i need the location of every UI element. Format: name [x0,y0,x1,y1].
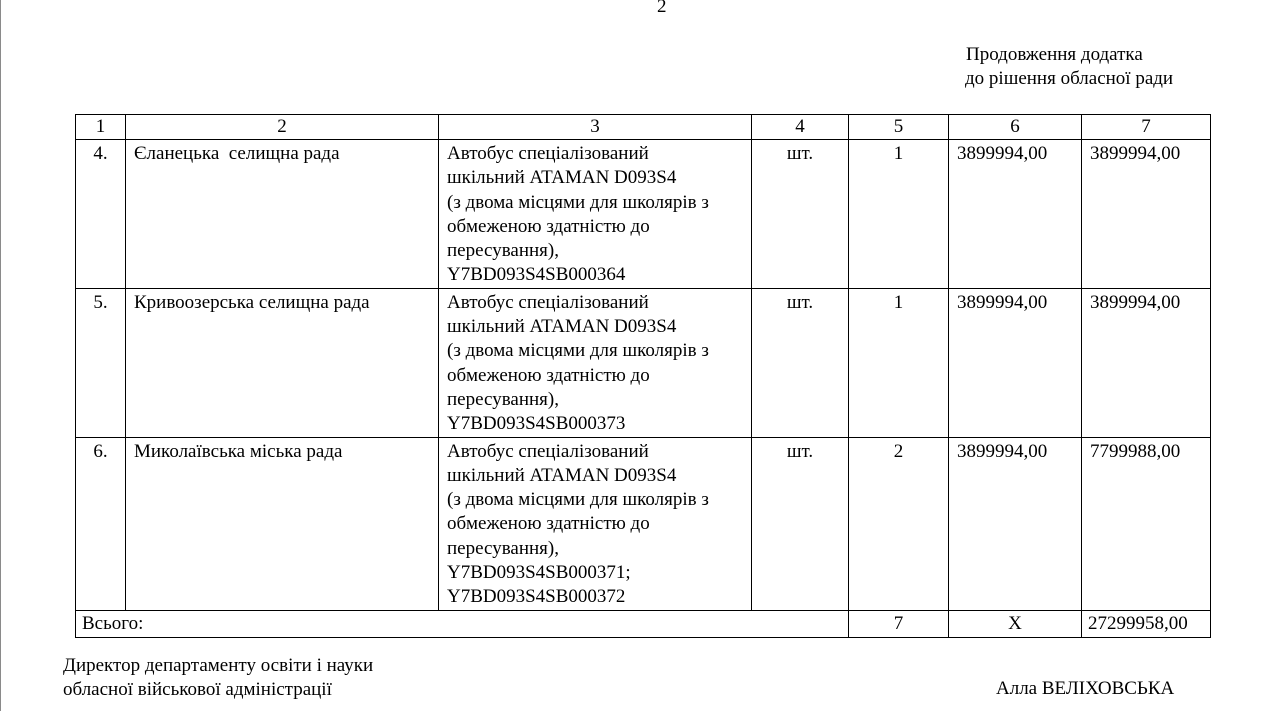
unit-cell: шт. [752,140,849,289]
header-cell: 5 [849,115,949,140]
header-cell: 3 [439,115,752,140]
total-cell: 7799988,00 [1082,437,1211,610]
description-line: (з двома місцями для школярів з [447,340,709,362]
price-cell: 3899994,00 [949,288,1082,437]
signer-name: Алла ВЕЛІХОВСЬКА [996,678,1175,699]
description-line: обмеженою здатністю до [447,215,650,237]
continuation-line-1: Продовження додатка [966,44,1143,65]
description-line: Y7BD093S4SB000371; [447,562,631,584]
description-line: (з двома місцями для школярів з [447,191,709,213]
price-cell: 3899994,00 [949,437,1082,610]
total-quantity: 7 [849,610,949,637]
page-left-edge [0,0,1,711]
header-cell: 7 [1082,115,1211,140]
signature-position [63,654,373,702]
appendix-table [75,114,1211,638]
quantity-cell: 2 [849,437,949,610]
description-line: Y7BD093S4SB000372 [447,586,626,608]
recipient-name: Миколаївська міська рада [126,437,439,610]
description-line: пересування), [447,537,559,559]
description-line: обмеженою здатністю до [447,513,650,535]
position-line-1: Директор департаменту освіти і науки [63,655,374,676]
total-row [76,610,1211,637]
price-cell: 3899994,00 [949,140,1082,289]
item-description [439,437,752,610]
description-line: Y7BD093S4SB000373 [447,413,626,435]
description-line: (з двома місцями для школярів з [447,489,709,511]
description-line: обмеженою здатністю до [447,364,650,386]
recipient-name: Єланецька селищна рада [126,140,439,289]
header-cell: 1 [76,115,126,140]
total-cell: 3899994,00 [1082,288,1211,437]
quantity-cell: 1 [849,140,949,289]
item-description [439,140,752,289]
description-line: пересування), [447,388,559,410]
description-line: Автобус спеціалізований [447,143,649,164]
position-line-2: обласної військової адміністрації [63,679,332,700]
continuation-heading [966,43,1173,91]
row-number: 6. [76,437,126,610]
quantity-cell: 1 [849,288,949,437]
total-cell: 3899994,00 [1082,140,1211,289]
header-cell: 6 [949,115,1082,140]
description-line: пересування), [447,240,559,262]
unit-cell: шт. [752,288,849,437]
description-line: Автобус спеціалізований [447,291,649,313]
description-line: шкільний ATAMAN D093S4 [447,316,677,338]
item-description [439,288,752,437]
table-row [76,437,1211,610]
header-cell: 2 [126,115,439,140]
total-label: Всього: [76,610,849,637]
continuation-line-2: до рішення обласної ради [965,68,1174,89]
description-line: Автобус спеціалізований [447,440,649,462]
description-line: шкільний ATAMAN D093S4 [447,167,677,189]
header-cell: 4 [752,115,849,140]
row-number: 5. [76,288,126,437]
page-number: 2 [657,0,667,17]
grand-total: 27299958,00 [1082,610,1211,637]
unit-cell: шт. [752,437,849,610]
table-row [76,140,1211,289]
description-line: шкільний ATAMAN D093S4 [447,464,677,486]
description-line: Y7BD093S4SB000364 [447,264,626,286]
table-row [76,288,1211,437]
table-header-row [76,115,1211,140]
recipient-name: Кривоозерська селищна рада [126,288,439,437]
row-number: 4. [76,140,126,289]
total-price-placeholder: Х [949,610,1082,637]
